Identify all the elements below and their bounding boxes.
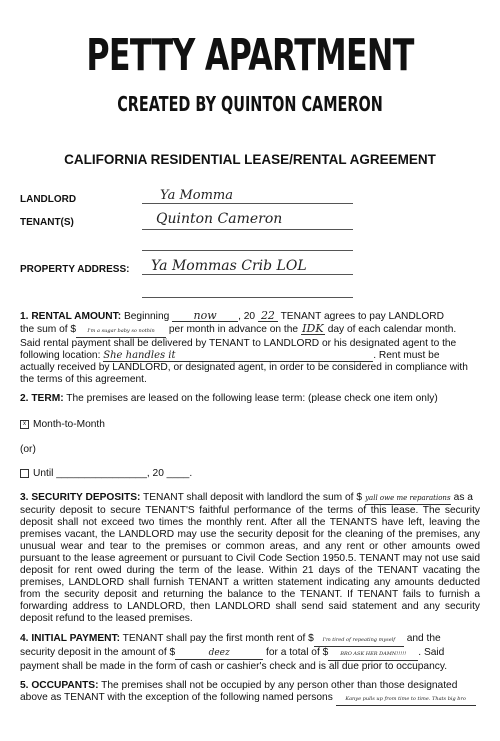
rental-text: the sum of $ <box>20 324 77 335</box>
security-section <box>20 492 480 625</box>
security-heading: 3. SECURITY DEPOSITS: <box>20 492 141 503</box>
brand-subtitle: CREATED BY QUINTON CAMERON <box>117 92 383 116</box>
rental-line-1 <box>20 310 480 323</box>
occupants-line-1 <box>20 680 480 692</box>
address-label: PROPERTY ADDRESS: <box>20 264 130 275</box>
payment-text: and the <box>403 633 441 644</box>
rental-line-4 <box>20 350 480 362</box>
rental-text: day of each calendar month. <box>324 324 457 335</box>
document-title: CALIFORNIA RESIDENTIAL LEASE/RENTAL AGREEMENT <box>64 152 436 167</box>
month-to-month-checkbox[interactable]: x <box>20 420 29 429</box>
rental-location-field[interactable]: She handles it <box>103 350 373 362</box>
rental-line-6: the terms of this agreement. <box>20 374 147 385</box>
rental-text: Beginning <box>121 311 173 322</box>
initial-payment-section <box>20 633 480 673</box>
rental-text: , 20 <box>238 311 258 322</box>
rental-text: . Rent must be <box>373 350 440 361</box>
security-amount-field[interactable]: yall owe me reparations <box>365 493 451 505</box>
address-line-2 <box>142 297 353 298</box>
address-value[interactable]: Ya Mommas Crib LOL <box>151 258 307 274</box>
rental-text: TENANT agrees to pay LANDLORD <box>277 311 445 322</box>
payment-text: TENANT shall pay the first month rent of $ <box>120 633 314 644</box>
occupants-line-2 <box>20 692 480 706</box>
tenant-line-2 <box>142 250 353 251</box>
tenant-label: TENANT(S) <box>20 217 74 228</box>
address-line-1 <box>142 274 353 275</box>
payment-first-rent-field[interactable]: I'm tired of repeating myself <box>314 635 404 647</box>
term-text: The premises are leased on the following lease term: (please check one item only) <box>63 393 438 404</box>
occupants-text: The premises shall not be occupied by any person other than those designated <box>98 680 458 691</box>
landlord-label: LANDLORD <box>20 194 77 205</box>
rental-amount-section <box>20 310 480 386</box>
term-section <box>20 393 480 405</box>
security-line-1 <box>20 492 480 505</box>
rental-line-5: actually received by LANDLORD, or designated agent, in order to be considered in compliance with <box>20 362 468 373</box>
rental-line-2 <box>20 323 480 338</box>
payment-total-field[interactable]: BRO ASK HER DAMN!!!!! <box>328 649 418 661</box>
payment-deposit-field[interactable]: deez <box>175 648 263 660</box>
landlord-line <box>142 203 353 204</box>
tenant-line-1 <box>142 229 353 230</box>
occupants-section <box>20 680 480 706</box>
payment-line-1 <box>20 633 480 647</box>
month-to-month-label: Month-to-Month <box>33 419 105 430</box>
security-text: as a <box>450 492 473 503</box>
security-text: TENANT shall deposit with landlord the sum of $ <box>140 492 365 503</box>
payment-text: security deposit in the amount of $ <box>20 647 176 658</box>
payment-heading: 4. INITIAL PAYMENT: <box>20 633 121 644</box>
payment-line-2 <box>20 647 480 661</box>
tenant-value[interactable]: Quinton Cameron <box>156 211 283 227</box>
landlord-value[interactable]: Ya Momma <box>160 188 233 203</box>
payment-text: . Said <box>418 647 445 658</box>
occupants-text: above as TENANT with the exception of the following named persons <box>20 692 336 703</box>
rental-text: following location: <box>20 350 104 361</box>
occupants-persons-field[interactable]: Kanye pulls up from time to time. Thats big bro <box>336 694 476 706</box>
until-label: Until ________________, 20 ____. <box>33 468 193 479</box>
term-option-month[interactable] <box>20 419 480 431</box>
term-heading: 2. TERM: <box>20 393 64 404</box>
brand-title: PETTY APARTMENT <box>86 30 414 81</box>
payment-line-3: payment shall be made in the form of cash or cashier's check and is all due prior to occupancy. <box>20 661 448 672</box>
payment-text: for a total of $ <box>263 647 329 658</box>
rental-year-field[interactable]: 22 <box>258 310 278 322</box>
rental-text: per month in advance on the <box>166 324 301 335</box>
rental-amount-field[interactable]: I'm a sugar baby so nothin <box>76 326 166 338</box>
security-body: security deposit to secure TENANT'S faithful performance of the terms of this lease. The security deposit shall not exceed two times the monthly rent. After all the TENANTS have left, leaving the premises vacant, the LANDLORD may use the security deposit for the cleaning of the premises, any unusual wear and tear to the premises or common areas, and any rent or other amounts owed pursuant to the lease agreement or pursuant to Civil Code Section 1950.5. TENANT may not use said deposit for rent owed during the term of the lease. Within 21 days of the TENANT vacating the premises, LANDLORD shall furnish TENANT a written statement indicating any amounts deducted from the security deposit and returning the balance to the TENANT. If TENANT fails to furnish a forwarding address to LANDLORD, then LANDLORD shall send said statement and any security deposit refund to the leased premises. <box>20 505 480 624</box>
rental-heading: 1. RENTAL AMOUNT: <box>20 311 122 322</box>
rental-line-3: Said rental payment shall be delivered by TENANT to LANDLORD or his designated agent to the <box>20 338 457 349</box>
term-or: (or) <box>20 444 36 455</box>
occupants-heading: 5. OCCUPANTS: <box>20 680 99 691</box>
until-checkbox[interactable] <box>20 469 29 478</box>
rental-day-field[interactable]: IDK <box>302 322 324 335</box>
rental-beginning-field[interactable]: now <box>172 310 238 322</box>
term-option-until[interactable] <box>20 468 480 480</box>
